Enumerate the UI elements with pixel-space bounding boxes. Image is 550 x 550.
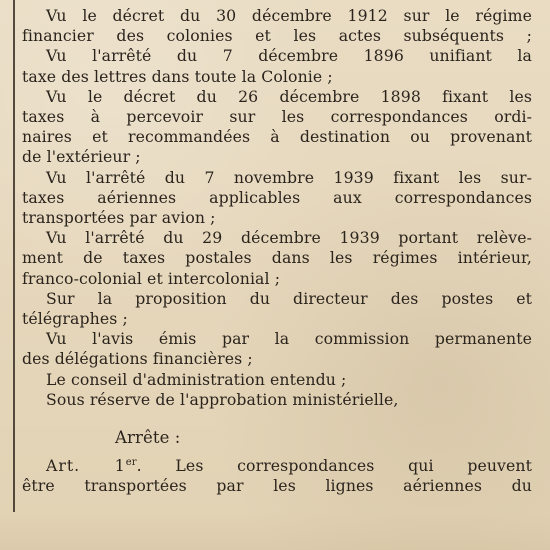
article-1-line-1	[22, 456, 532, 476]
preamble-line: taxe des lettres dans toute la Colonie ;	[22, 66, 333, 86]
preamble-line: Vu l'arrêté du 29 décembre 1939 portant relève-	[46, 228, 532, 248]
arrete-heading: Arrête :	[115, 428, 181, 448]
preamble-line: taxes aériennes applicables aux correspondances	[22, 187, 532, 207]
page-bottom-margin	[0, 512, 550, 550]
preamble-line: naires et recommandées à destination ou provenant	[22, 127, 532, 147]
preamble-line: télégraphes ;	[22, 309, 128, 329]
preamble-line: des délégations financières ;	[22, 349, 253, 369]
preamble-line: Vu l'arrêté du 7 décembre 1896 unifiant la	[46, 46, 532, 66]
preamble-line: Vu l'avis émis par la commission permanente	[46, 329, 532, 349]
article-label-sup: er	[125, 457, 137, 469]
left-margin-rule	[13, 0, 15, 512]
preamble-line: Le conseil d'administration entendu ;	[46, 369, 347, 389]
preamble-line: ment de taxes postales dans les régimes intérieur,	[22, 248, 532, 268]
spacer	[22, 410, 532, 428]
preamble-line: Vu l'arrêté du 7 novembre 1939 fixant les sur-	[46, 167, 532, 187]
preamble-line: Sur la proposition du directeur des postes et	[46, 288, 532, 308]
preamble-line: Vu le décret du 30 décembre 1912 sur le régime	[46, 6, 532, 25]
preamble	[22, 6, 532, 410]
preamble-line: transportées par avion ;	[22, 208, 216, 228]
article-1-line-1-rest: . Les correspondances qui peuvent	[136, 456, 533, 476]
spacer	[22, 448, 532, 456]
article-1-line-2: être transportées par les lignes aériennes du	[22, 476, 532, 496]
preamble-line: taxes à percevoir sur les correspondances ordi-	[22, 107, 532, 127]
preamble-line: de l'extérieur ;	[22, 147, 141, 167]
preamble-line: financier des colonies et les actes subséquents ;	[22, 26, 532, 46]
preamble-line: Sous réserve de l'approbation ministérielle,	[46, 389, 399, 409]
preamble-line: franco-colonial et intercolonial ;	[22, 268, 281, 288]
article-label: Art. 1	[46, 456, 126, 476]
document-text	[22, 6, 532, 497]
preamble-line: Vu le décret du 26 décembre 1898 fixant les	[46, 86, 532, 106]
